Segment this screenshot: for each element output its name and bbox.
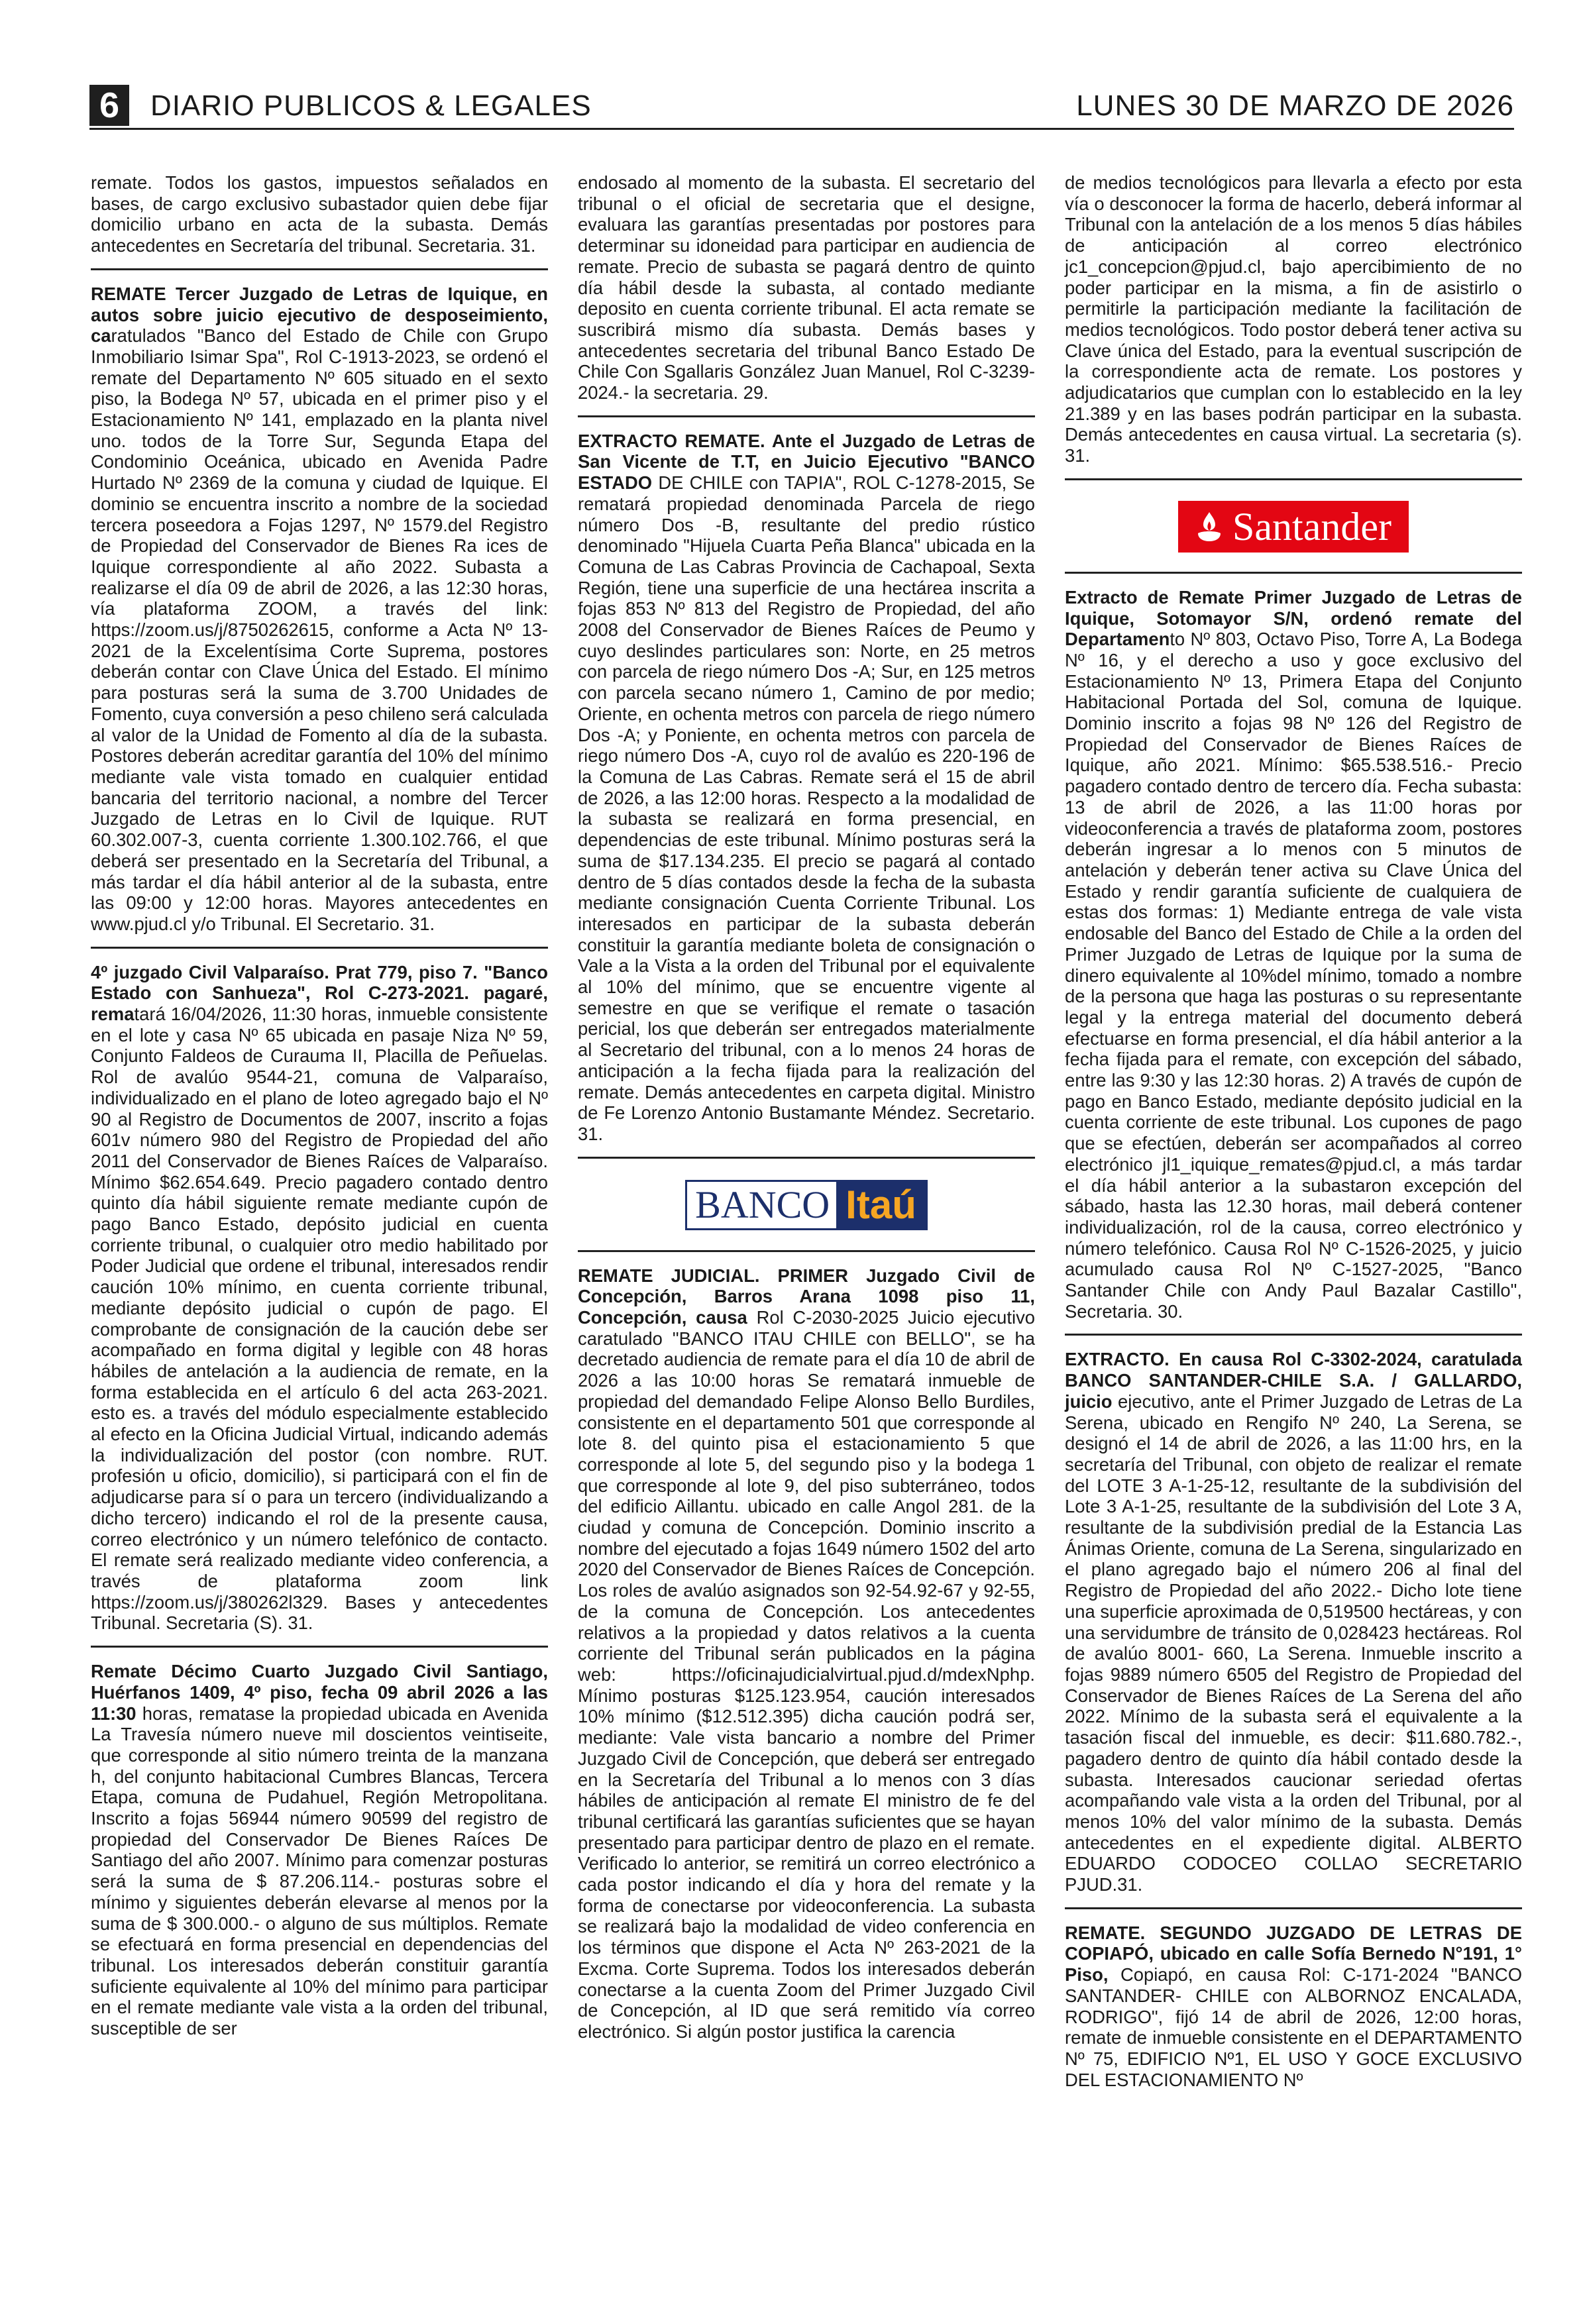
notice-body: to Nº 803, Octavo Piso, Torre A, La Bodega Nº 16, y el derecho a uso y goce exclusivo del Estacionamiento Nº 13, Primera Etapa del Conjunto Habitacional Portada del Sol, comuna de Iquique. Dominio inscrito a fojas 98 Nº 126 del Registro de Propiedad del Conservador de Bienes Raíces de Iquique, año 2021. Mínimo: $65.538.516.- Precio pagadero contado dentro de tercero día. Fecha subasta: 13 de abril de 2026, a las 11:00 horas por videoconferencia a través de plataforma zoom, postores deberán ingresar a lo menos con 5 minutos de antelación y deberán tener activa su Clave Única del Estado y rendir garantía suficiente de cualquiera de estas dos formas: 1) Mediante entrega de vale vista endosable del Banco del Estado de Chile a la orden del Primer Juzgado de Letras de Iquique por la suma de dinero equivalente al 10%del mínimo, tomado a nombre de la persona que haga las posturas o su representante legal y la entrega material del documento deberá efectuarse en forma presencial, el día hábil anterior a la fecha fijada para el remate, con excepción del sábado, entre las 9:30 y las 12:30 horas. 2) A través de cupón de pago en Banco Estado, mediante depósito judicial en la cuenta corriente de este tribunal. Los cupones de pago que se efectúen, deberán ser acompañados al correo electrónico jl1_iquique_remates@pjud.cl, a más tardar el día hábil anterior a la subastaron excepción del sábado, hasta las 12.30 horas, mail deberá contener individualización, rol de la causa, correo electrónico y número telefónico. Causa Rol Nº C-1526-2025, y juicio acumulado causa Rol Nº C-1527-2025, "Banco Santander Chile con Andy Paul Bazalar Castillo", Secretaria. 30. [1065, 629, 1522, 1322]
column-2 [578, 172, 1035, 2042]
column-1 [91, 172, 548, 2039]
legal-notice: remate. Todos los gastos, impuestos señalados en bases, de cargo exclusivo subastador quien debe fijar domicilio urbano en acta de la subasta. Demás antecedentes en Secretaría del tribunal. Secretaria. 31. [91, 172, 548, 256]
notice-body: DE CHILE con TAPIA", ROL C-1278-2015, Se rematará propiedad denominada Parcela de riego número Dos -B, resultante del predio rústico denominado "Hijuela Cuarta Peña Blanca" ubicada en la Comuna de Las Cabras Provincia de Cachapoal, Sexta Región, tiene una superficie de una hectárea inscrita a fojas 853 Nº 813 del Registro de Propiedad, del año 2008 del Conservador de Bienes Raíces de Peumo y cuyo deslindes particulares son: Norte, en 25 metros con parcela de riego número Dos -A; Sur, en 125 metros con parcela secano número 1, Camino de por medio; Oriente, en ochenta metros con parcela de riego número Dos -A; y Poniente, en ochenta metros con parcela de riego número Dos -A, cuyo rol de avalúo es 220-196 de la Comuna de Las Cabras. Remate será el 15 de abril de 2026, a las 12:00 horas. Respecto a la modalidad de la subasta se realizará en forma presencial, en dependencias de este tribunal. Mínimo posturas será la suma de $17.134.235. El precio se pagará al contado dentro de 5 días contados desde la fecha de la subasta mediante consignación Cuenta Corriente Tribunal. Los interesados en participar de la subasta deberán constituir la garantía mediante boleta de consignación o Vale a la Vista a la orden del Tribunal por el equivalente al 10% del mínimo, que se encuentre vigente al semestre en que se verifique el remate o tasación pericial, los que deberán ser entregados materialmente al Secretario del tribunal, con a lo menos 24 horas de anticipación a la fecha fijada para la realización del remate. Demás antecedentes en carpeta digital. Ministro de Fe Lorenzo Antonio Bustamante Méndez. Secretario. 31. [578, 472, 1035, 1144]
column-3 [1065, 172, 1522, 2090]
notice-lead: EXTRACTO REMATE. Ante el Juzgado de Letras de San Vicente de T.T, en Juicio Ejecutivo "BANCO ESTADO [578, 430, 1035, 494]
publication-date: LUNES 30 DE MARZO DE 2026 [1076, 89, 1514, 122]
santander-logo [1178, 501, 1409, 553]
notice-lead: REMATE. SEGUNDO JUZGADO DE LETRAS DE COPIAPÓ, ubicado en calle Sofía Bernedo N°191, 1° Piso, [1065, 1922, 1522, 1985]
notice-lead: 4º juzgado Civil Valparaíso. Prat 779, piso 7. "Banco Estado con Sanhueza", Rol C-273-2021. pagaré, rema [91, 961, 548, 1025]
itau-logo-prefix: BANCO [695, 1183, 830, 1226]
santander-logo-name: Santander [1232, 504, 1391, 549]
legal-notice [1065, 1349, 1522, 1895]
notice-divider [578, 1157, 1035, 1159]
legal-notice [91, 284, 548, 935]
notice-body: Rol C-2030-2025 Juicio ejecutivo caratulado "BANCO ITAU CHILE con BELLO", se ha decretado audiencia de remate para el día 10 de abril de 2026 a las 10:00 horas Se rematará inmueble de propiedad del demandado Felipe Alonso Bello Burdiles, consistente en el departamento 501 que corresponde al lote 8. del quinto pisa el estacionamiento 5 que corresponde al lote 5, del segundo piso y la bodega 1 que corresponde al lote 9, del piso subterráneo, todos del edificio Aillantu. ubicado en calle Angol 281. de la ciudad y comuna de Concepción. Dominio inscrito a nombre del ejecutado a fojas 1649 número 1502 del arto 2020 del Conservador de Bienes Raíces de Concepción. Los roles de avalúo asignados son 92-54.92-67 y 92-55, de la comuna de Concepción. Los antecedentes relativos a la propiedad y datos relativos a la cuenta corriente del Tribunal serán publicados en la página web: https://oficinajudicialvirtual.pjud.d/mdexNphp. Mínimo posturas $125.123.954, caución interesados 10% mínimo ($12.512.395) dicha caución podrá ser, mediante: Vale vista bancario a nombre del Primer Juzgado Civil de Concepción, que deberá ser entregado en la Secretaría del Tribunal a lo menos con 3 días hábiles de anticipación al remate El ministro de fe del tribunal certificará las garantías suficientes que se hayan presentado para participar dentro de plazo en el remate. Verificado lo anterior, se remitirá un correo electrónico a cada postor indicando el día y hora del remate y la forma de conectarse por videoconferencia. La subasta se realizará bajo la modalidad de video conferencia en los términos que dispone el Acta Nº 263-2021 de la Excma. Corte Suprema. Todos los interesados deberán conectarse a la cuenta Zoom del Primer Juzgado Civil de Concepción, al ID que será remitido vía correo electrónico. Si algún postor justifica la carencia [578, 1307, 1035, 2042]
notice-body: Copiapó, en causa Rol: C-171-2024 "BANCO SANTANDER- CHILE con ALBORNOZ ENCALADA, RODRIGO", fijó 14 de abril de 2026, 12:00 horas, remate de inmueble consistente en el DEPARTAMENTO Nº 75, EDIFICIO Nº1, EL USO Y GOCE EXCLUSIVO DEL ESTACIONAMIENTO Nº [1065, 1964, 1522, 2090]
santander-flame-icon [1195, 511, 1223, 543]
legal-notice: de medios tecnológicos para llevarla a efecto por esta vía o desconocer la forma de hacerlo, deberá informar al Tribunal con la antelación de a los menos 5 días hábiles de anticipación al correo electrónico jc1_concepcion@pjud.cl, bajo apercibimiento de no poder participar en la misma, a fin de asistirlo o permitirle la participación mediante la facilitación de medios tecnológicos. Todo postor deberá tener activa su Clave única del Estado, para la eventual suscripción de la correspondiente acta de remate. Los postores y adjudicatarios que cumplan con lo establecido en la ley 21.389 y en las bases podrán participar en la subasta. Demás antecedentes en causa virtual. La secretaria (s). 31. [1065, 172, 1522, 466]
notice-divider [1065, 1907, 1522, 1909]
notice-divider [91, 268, 548, 270]
notice-lead: Remate Décimo Cuarto Juzgado Civil Santiago, Huérfanos 1409, 4º piso, fecha 09 abril 2026 a las 11:30 [91, 1661, 548, 1724]
header-rule [89, 128, 1514, 130]
legal-notice [91, 1661, 548, 2039]
notice-divider [578, 1250, 1035, 1252]
publication-title: DIARIO PUBLICOS & LEGALES [150, 89, 592, 122]
notice-body: ratulados "Banco del Estado de Chile con Grupo Inmobiliario Isimar Spa", Rol C-1913-2023, se ordenó el remate del Departamento Nº 605 situado en el sexto piso, la Bodega Nº 57, ubicada en el primer piso y el Estacionamiento Nº 141, emplazado en la planta nivel uno. todos de la Torre Sur, Segunda Etapa del Condominio Oceánica, ubicado en Avenida Padre Hurtado Nº 2369 de la comuna y ciudad de Iquique. El dominio se encuentra inscrito a nombre de la sociedad tercera poseedora a Fojas 1297, Nº 1579.del Registro de Propiedad del Conservador de Bienes Ra ices de Iquique correspondiente al año 2022. Subasta a realizarse el día 09 de abril de 2026, a las 12:30 horas, vía plataforma ZOOM, a través del link: https://zoom.us/j/8750262615, conforme a Acta Nº 13-2021 de la Excelentísima Corte Suprema, postores deberán contar con Clave Única del Estado. El mínimo para posturas será la suma de 3.700 Unidades de Fomento, cuya conversión a peso chileno será calculada al valor de la Unidad de Fomento al día de la subasta. Postores deberán acreditar garantía del 10% del mínimo mediante vale vista tomado en cualquier entidad bancaria del territorio nacional, a nombre del Tercer Juzgado de Letras en lo Civil de Iquique. RUT 60.302.007-3, cuenta corriente 1.300.102.766, el que deberá ser presentado en la Secretaría del Tribunal, a más tardar el día hábil anterior al de la subasta, entre las 09:00 y 12:00 horas. Mayores antecedentes en www.pjud.cl y/o Tribunal. El Secretario. 31. [91, 325, 548, 934]
itau-logo-name: Itaú [836, 1182, 926, 1228]
notice-divider [1065, 1334, 1522, 1336]
legal-notice [91, 962, 548, 1634]
legal-notice [1065, 1923, 1522, 2091]
notice-body: horas, rematase la propiedad ubicada en Avenida La Travesía número nueve mil doscientos veintiseite, que corresponde al sitio número treinta de la manzana h, del conjunto habitacional Cumbres Blancas, Tercera Etapa, comuna de Pudahuel, Región Metropolitana. Inscrito a fojas 56944 número 90599 del registro de propiedad del Conservador De Bienes Raíces De Santiago del año 2007. Mínimo para comenzar posturas será la suma de $ 87.206.114.- posturas sobre el mínimo y siguientes deberán elevarse al menos por la suma de $ 300.000.- o alguno de sus múltiplos. Remate se efectuará en forma presencial en dependencias del tribunal. Los interesados deberán constituir garantía suficiente equivalente al 10% del mínimo para participar en el remate mediante vale vista a la orden del tribunal, susceptible de ser [91, 1703, 548, 2039]
santander-ad [1065, 494, 1522, 560]
notice-divider [91, 947, 548, 949]
notice-body: tará 16/04/2026, 11:30 horas, inmueble consistente en el lote y casa Nº 65 ubicada en pasaje Niza Nº 59, Conjunto Faldeos de Curauma II, Placilla de Peñuelas. Rol de avalúo 9544-21, comuna de Valparaíso, individualizado en el plano de loteo agregado bajo el Nº 90 al Registro de Documentos de 2007, inscrito a fojas 601v número 980 del Registro de Propiedad del año 2011 del Conservador de Bienes Raíces de Valparaíso. Mínimo $62.654.649. Precio pagadero contado dentro quinto día hábil siguiente remate mediante cupón de pago Banco Estado, depósito judicial en cuenta corriente tribunal, o cualquier otro medio habilitado por Poder Judicial que ordene el tribunal, interesados rendir caución 10% mínimo, en cuenta corriente tribunal, mediante depósito judicial o cupón de pago. El comprobante de consignación de la caución debe ser acompañado en forma digital y legible con 48 horas hábiles de antelación a la audiencia de remate, en la forma establecida en el artículo 6 del acta 263-2021. esto es. a través del módulo especialmente establecido al efecto en la Oficina Judicial Virtual, indicando además la individualización del postor (con nombre. RUT. profesión u oficio, domicilio), si participará con el fin de adjudicarse para sí o para un tercero (individualizando a dicho tercero) indicando el rol de la presente causa, correo electrónico y un número telefónico de contacto. El remate será realizado mediante video conferencia, a través de plataforma zoom link https://zoom.us/j/380262l329. Bases y antecedentes Tribunal. Secretaria (S). 31. [91, 1004, 548, 1634]
notice-divider [1065, 478, 1522, 480]
page-header [89, 85, 1514, 126]
legal-notice [578, 1265, 1035, 2042]
legal-notice [1065, 587, 1522, 1322]
notice-lead: EXTRACTO. En causa Rol C-3302-2024, caratulada BANCO SANTANDER-CHILE S.A. / GALLARDO, juicio [1065, 1349, 1522, 1412]
notice-lead: Extracto de Remate Primer Juzgado de Letras de Iquique, Sotomayor S/N, ordenó remate del Departamen [1065, 586, 1522, 650]
itau-logo [685, 1180, 928, 1230]
itau-ad [578, 1172, 1035, 1238]
page-number: 6 [89, 85, 129, 126]
notice-divider [91, 1646, 548, 1648]
notice-lead: REMATE Tercer Juzgado de Letras de Iquique, en autos sobre juicio ejecutivo de desposeimiento, ca [91, 283, 548, 346]
notice-divider [1065, 572, 1522, 574]
notice-divider [578, 415, 1035, 417]
legal-notice: endosado al momento de la subasta. El secretario del tribunal o el oficial de secretaria que el designe, evaluara las garantías presentadas por postores para determinar su idoneidad para participar en audiencia de remate. Precio de subasta se pagará dentro de quinto día hábil desde la subasta, al contado mediante deposito en cuenta corriente tribunal. El acta remate se suscribirá mismo día subasta. Demás bases y antecedentes secretaria del tribunal Banco Estado De Chile Con Sgallaris González Juan Manuel, Rol C-3239-2024.- la secretaria. 29. [578, 172, 1035, 403]
notice-lead: REMATE JUDICIAL. PRIMER Juzgado Civil de Concepción, Barros Arana 1098 piso 11, Concepción, causa [578, 1265, 1035, 1328]
legal-notice [578, 431, 1035, 1145]
notice-body: ejecutivo, ante el Primer Juzgado de Letras de La Serena, ubicado en Rengifo Nº 240, La Serena, se designó el 14 de abril de 2026, a las 11:00 hrs, en la secretaría del Tribunal, con objeto de realizar el remate del LOTE 3 A-1-25-12, resultante de la subdivisión del Lote 3 A-1-25, resultante de la subdivisión del Lote 3 A, resultante de la subdivisión predial de la Estancia Las Ánimas Oriente, comuna de La Serena, singularizado en el plano agregado bajo el número 206 al final del Registro de Propiedad del año 2022.- Dicho lote tiene una superficie aproximada de 0,519500 hectáreas, y con una servidumbre de tránsito de 0,028423 hectáreas. Rol de avalúo 8001- 660, La Serena. Inmueble inscrito a fojas 9889 número 6505 del Registro de Propiedad del Conservador de Bienes Raíces de La Serena del año 2022. Mínimo de la subasta será el equivalente a la tasación fiscal del inmueble, es decir: $11.680.782.-, pagadero dentro de quinto día hábil contado desde la subasta. Interesados caucionar seriedad ofertas acompañando vale vista a la orden del Tribunal, por al menos 10% del valor mínimo de la subasta. Demás antecedentes en el expediente digital. ALBERTO EDUARDO CODOCEO COLLAO SECRETARIO PJUD.31. [1065, 1391, 1522, 1895]
